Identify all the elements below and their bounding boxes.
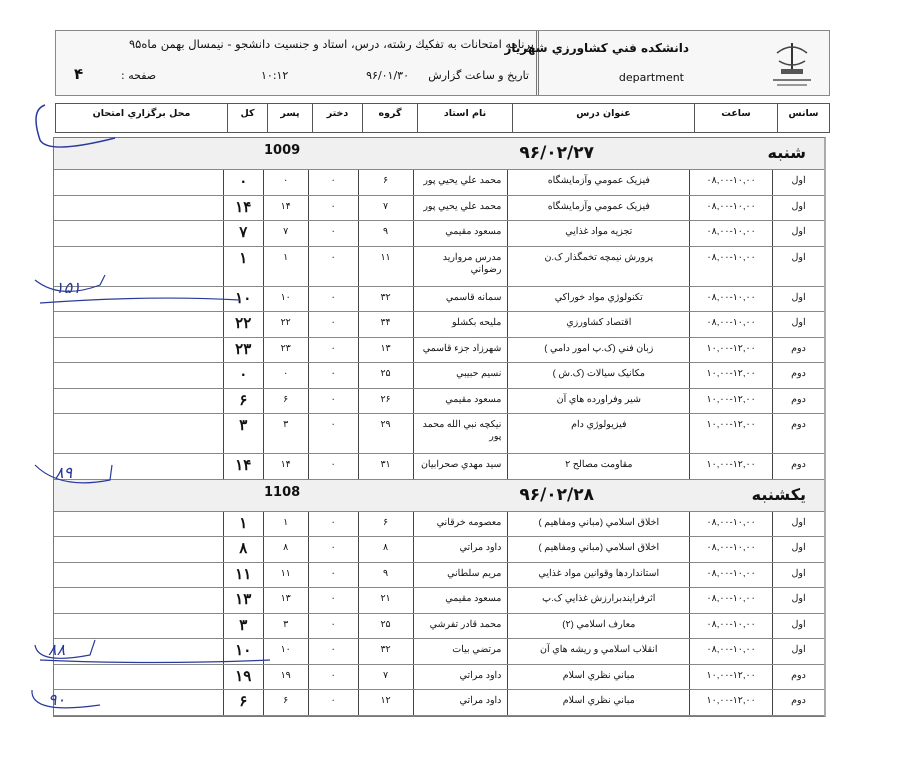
time-cell: ۰۸,۰۰-۱۰,۰۰ [689,588,772,613]
course-title-cell: مقاومت مصالح ۲ [507,454,689,479]
female-count-cell: ۰ [308,537,358,562]
time-cell: ۰۸,۰۰-۱۰,۰۰ [689,563,772,588]
instructor-cell: مسعود مقيمي [413,221,508,246]
instructor-cell: داود مراتي [413,537,508,562]
total-count-cell: ۸ [223,537,263,562]
column-header: پسر [267,104,312,132]
group-cell: ۲۱ [358,588,413,613]
total-count-cell: ۶ [223,690,263,715]
course-title-cell: اخلاق اسلامي (مباني ومفاهيم ) [507,537,689,562]
day-name: يکشنبه [751,484,806,504]
session-cell: اول [772,563,824,588]
report-time: ۱۰:۱۲ [261,69,289,82]
total-count-cell: ۱۴ [223,196,263,221]
male-count-cell: ۱۴ [263,196,308,221]
total-count-cell: ۳ [223,614,263,639]
instructor-cell: مسعود مقيمي [413,389,508,414]
school-name: دانشكده فني كشاورزي شهريار [504,41,689,55]
instructor-cell: محمد قادر تفرشي [413,614,508,639]
female-count-cell: ۰ [308,454,358,479]
column-header: محل برگزاري امتحان [92,108,191,119]
page-number: ۴ [74,65,84,83]
time-cell: ۱۰,۰۰-۱۲,۰۰ [689,454,772,479]
column-header: گروه [362,104,417,132]
group-cell: ۸ [358,537,413,562]
course-title-cell: پرورش نيمچه تخمگذار ک.ن [507,247,689,286]
female-count-cell: ۰ [308,363,358,388]
group-cell: ۷ [358,196,413,221]
total-count-cell: ۳ [223,414,263,453]
room-number: 1108 [264,484,301,500]
female-count-cell: ۰ [308,665,358,690]
column-header: سانس [777,104,829,132]
male-count-cell: ۱۴ [263,454,308,479]
course-title-cell: انقلاب اسلامي و ريشه هاي آن [507,639,689,664]
course-title-cell: استانداردها وقوانين مواد غذايي [507,563,689,588]
male-count-cell: ۱۱ [263,563,308,588]
instructor-cell: معصومه خرقاني [413,512,508,537]
group-cell: ۷ [358,665,413,690]
group-cell: ۲۵ [358,614,413,639]
day-name: شنبه [767,143,806,162]
session-cell: اول [772,247,824,286]
female-count-cell: ۰ [308,389,358,414]
session-cell: اول [772,196,824,221]
male-count-cell: ۰ [263,170,308,195]
column-header: عنوان درس [512,104,694,132]
course-title-cell: فيزيک عمومي وآزمايشگاه [507,170,689,195]
course-title-cell: اثرفرايندبرارزش غذايي ک.پ [507,588,689,613]
instructor-cell: مسعود مقيمي [413,588,508,613]
group-cell: ۳۴ [358,312,413,337]
total-count-cell: ۱۹ [223,665,263,690]
male-count-cell: ۱۳ [263,588,308,613]
male-count-cell: ۲۲ [263,312,308,337]
total-count-cell: ۰ [223,170,263,195]
time-cell: ۰۸,۰۰-۱۰,۰۰ [689,312,772,337]
session-cell: دوم [772,389,824,414]
session-cell: دوم [772,338,824,363]
time-cell: ۱۰,۰۰-۱۲,۰۰ [689,338,772,363]
course-title-cell: تکنولوژي مواد خوراكي [507,287,689,312]
group-cell: ۲۶ [358,389,413,414]
handwritten-marks [0,0,300,767]
time-cell: ۰۸,۰۰-۱۰,۰۰ [689,221,772,246]
total-count-cell: ۱ [223,512,263,537]
male-count-cell: ۰ [263,363,308,388]
session-cell: اول [772,588,824,613]
male-count-cell: ۱۹ [263,665,308,690]
group-cell: ۳۲ [358,287,413,312]
instructor-cell: مدرس مرواريد رضواني [413,247,508,286]
time-cell: ۱۰,۰۰-۱۲,۰۰ [689,389,772,414]
time-cell: ۱۰,۰۰-۱۲,۰۰ [689,665,772,690]
time-cell: ۰۸,۰۰-۱۰,۰۰ [689,196,772,221]
exam-date: ۹۶/۰۲/۲۷ [519,143,594,163]
male-count-cell: ۶ [263,690,308,715]
total-count-cell: ۲۲ [223,312,263,337]
time-cell: ۰۸,۰۰-۱۰,۰۰ [689,639,772,664]
session-cell: دوم [772,414,824,453]
course-title-cell: تجزيه مواد غذايي [507,221,689,246]
total-count-cell: ۱۳ [223,588,263,613]
time-cell: ۰۸,۰۰-۱۰,۰۰ [689,512,772,537]
instructor-cell: محمد علي يحيي پور [413,170,508,195]
female-count-cell: ۰ [308,512,358,537]
male-count-cell: ۶ [263,389,308,414]
male-count-cell: ۱ [263,247,308,286]
group-cell: ۶ [358,512,413,537]
course-title-cell: معارف اسلامي (۲) [507,614,689,639]
column-header: کل [227,104,267,132]
female-count-cell: ۰ [308,196,358,221]
session-cell: دوم [772,363,824,388]
handwritten-note: ۱۵۱ [55,278,81,297]
course-title-cell: فيزيولوژي دام [507,414,689,453]
instructor-cell: مريم سلطاني [413,563,508,588]
female-count-cell: ۰ [308,247,358,286]
female-count-cell: ۰ [308,287,358,312]
course-title-cell: فيزيک عمومي وآزمايشگاه [507,196,689,221]
time-cell: ۱۰,۰۰-۱۲,۰۰ [689,690,772,715]
total-count-cell: ۶ [223,389,263,414]
session-cell: دوم [772,690,824,715]
instructor-cell: داود مراتي [413,690,508,715]
instructor-cell: سيد مهدي صحرابيان [413,454,508,479]
time-cell: ۰۸,۰۰-۱۰,۰۰ [689,537,772,562]
column-header: ساعت [694,104,777,132]
department-label: department [618,71,684,84]
time-cell: ۰۸,۰۰-۱۰,۰۰ [689,247,772,286]
female-count-cell: ۰ [308,221,358,246]
male-count-cell: ۳ [263,614,308,639]
time-cell: ۰۸,۰۰-۱۰,۰۰ [689,170,772,195]
time-cell: ۱۰,۰۰-۱۲,۰۰ [689,363,772,388]
handwritten-note: ۹۰ [48,690,66,709]
column-header: دختر [312,104,362,132]
instructor-cell: محمد علي يحيي پور [413,196,508,221]
course-title-cell: اخلاق اسلامي (مباني ومفاهيم ) [507,512,689,537]
handwritten-note: ۸۹ [55,463,73,482]
group-cell: ۱۲ [358,690,413,715]
group-cell: ۱۱ [358,247,413,286]
session-cell: اول [772,312,824,337]
session-cell: اول [772,639,824,664]
group-cell: ۲۵ [358,363,413,388]
instructor-cell: مليحه بكشلو [413,312,508,337]
male-count-cell: ۷ [263,221,308,246]
female-count-cell: ۰ [308,690,358,715]
session-cell: اول [772,287,824,312]
room-number: 1009 [264,143,301,158]
total-count-cell: ۲۳ [223,338,263,363]
total-count-cell: ۱۰ [223,287,263,312]
group-cell: ۱۳ [358,338,413,363]
female-count-cell: ۰ [308,414,358,453]
total-count-cell: ۰ [223,363,263,388]
university-logo-icon [769,39,815,89]
female-count-cell: ۰ [308,588,358,613]
time-cell: ۰۸,۰۰-۱۰,۰۰ [689,614,772,639]
group-cell: ۲۹ [358,414,413,453]
time-cell: ۰۸,۰۰-۱۰,۰۰ [689,287,772,312]
session-cell: دوم [772,665,824,690]
group-cell: ۶ [358,170,413,195]
instructor-cell: مرتضي بيات [413,639,508,664]
course-title-cell: مباني نظري اسلام [507,665,689,690]
total-count-cell: ۱۱ [223,563,263,588]
female-count-cell: ۰ [308,312,358,337]
session-cell: اول [772,170,824,195]
course-title-cell: مکانيک سيالات (ک.ش ) [507,363,689,388]
course-title-cell: اقتصاد كشاورزي [507,312,689,337]
session-cell: دوم [772,454,824,479]
female-count-cell: ۰ [308,338,358,363]
male-count-cell: ۸ [263,537,308,562]
total-count-cell: ۷ [223,221,263,246]
course-title-cell: مباني نظري اسلام [507,690,689,715]
session-cell: اول [772,537,824,562]
group-cell: ۳۱ [358,454,413,479]
total-count-cell: ۱ [223,247,263,286]
column-header: نام استاد [417,104,512,132]
instructor-cell: سمانه قاسمي [413,287,508,312]
male-count-cell: ۳ [263,414,308,453]
report-date: ۹۶/۰۱/۳۰ [366,69,409,82]
male-count-cell: ۱۰ [263,639,308,664]
total-count-cell: ۱۰ [223,639,263,664]
female-count-cell: ۰ [308,170,358,195]
course-title-cell: شير وفراورده هاي آن [507,389,689,414]
session-cell: اول [772,512,824,537]
instructor-cell: شهرزاد جزء قاسمي [413,338,508,363]
male-count-cell: ۱ [263,512,308,537]
female-count-cell: ۰ [308,563,358,588]
group-cell: ۹ [358,221,413,246]
female-count-cell: ۰ [308,639,358,664]
instructor-cell: نسيم حبيبي [413,363,508,388]
handwritten-note: ۸۸ [48,640,66,659]
session-cell: اول [772,221,824,246]
report-title: برنامه امتحانات به تفکيك رشته، درس، استاد و جنسيت دانشجو - نيمسال بهمن ماه۹۵ [129,37,534,51]
group-cell: ۹ [358,563,413,588]
course-title-cell: زبان فني (ک.پ امور دامي ) [507,338,689,363]
group-cell: ۳۲ [358,639,413,664]
session-cell: اول [772,614,824,639]
male-count-cell: ۲۳ [263,338,308,363]
male-count-cell: ۱۰ [263,287,308,312]
instructor-cell: نيكچه نبي الله محمد پور [413,414,508,453]
time-cell: ۱۰,۰۰-۱۲,۰۰ [689,414,772,453]
female-count-cell: ۰ [308,614,358,639]
exam-date: ۹۶/۰۲/۲۸ [519,484,594,505]
page-label: صفحه : [121,69,157,82]
report-label: تاريخ و ساعت گزارش [428,69,529,82]
instructor-cell: داود مراتي [413,665,508,690]
total-count-cell: ۱۴ [223,454,263,479]
